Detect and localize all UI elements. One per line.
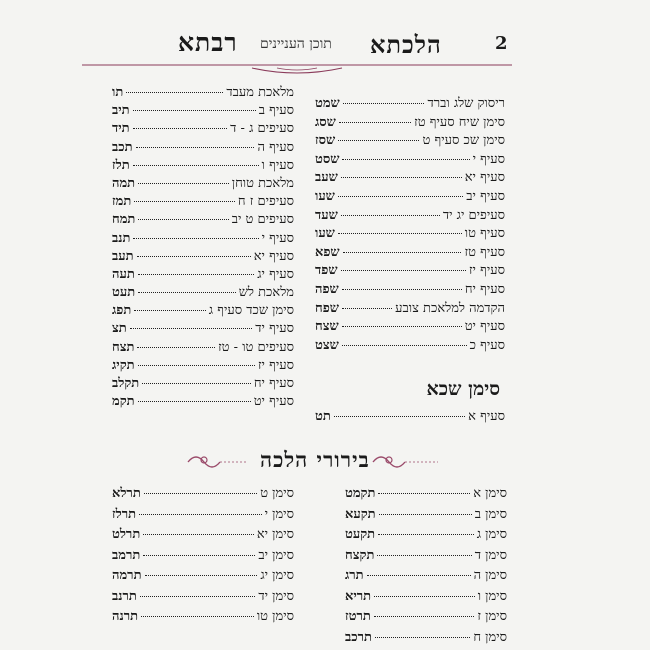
header-rule [82, 62, 512, 76]
dot-leader [133, 165, 259, 166]
dot-leader [130, 328, 253, 329]
dot-leader [133, 128, 228, 129]
dot-leader [133, 238, 258, 239]
entry-page-number: שסג [315, 114, 336, 130]
entry-page-number: תרג [345, 568, 364, 583]
dot-leader [142, 383, 251, 384]
toc-entry [112, 302, 294, 320]
entry-label: סעיף ו [261, 157, 294, 173]
entry-page-number: תקעא [345, 506, 376, 522]
entry-label: סימן י [264, 506, 294, 522]
toc-entry [315, 281, 505, 300]
entry-page-number: תקמט [345, 486, 376, 501]
entry-page-number: תמז [112, 194, 132, 210]
dot-leader [343, 103, 425, 104]
entry-label: סעיף י [472, 151, 505, 167]
toc-entry [112, 84, 294, 102]
toc-entry [112, 375, 294, 393]
entry-label: סימן ז [477, 609, 507, 624]
entry-page-number: שעב [315, 170, 338, 186]
toc-entry [345, 506, 507, 527]
toc-entry [315, 262, 505, 281]
toc-entry [315, 408, 505, 427]
entry-page-number: שמט [315, 96, 340, 111]
entry-page-number: תקלב [112, 376, 140, 391]
entry-page-number: תצ [112, 321, 127, 337]
entry-page-number: שפא [315, 244, 340, 260]
running-title-left: רבתא [178, 28, 238, 57]
entry-label: סעיף יד [255, 321, 294, 337]
dot-leader [343, 252, 462, 253]
entry-label: מלאכת מעבד [226, 85, 294, 100]
dot-leader [378, 493, 470, 494]
entry-page-number: שעד [315, 207, 338, 223]
entry-page-number: תרלא [112, 486, 141, 501]
entry-label: סעיף יט [464, 319, 505, 335]
entry-page-number: תקיג [112, 357, 135, 373]
entry-page-number: שעו [315, 226, 335, 242]
dot-leader [138, 183, 229, 184]
entry-page-number: שפח [315, 300, 339, 316]
dot-leader [377, 555, 471, 556]
dot-leader [137, 256, 251, 257]
entry-page-number: שפה [315, 281, 339, 297]
toc-right-column [315, 95, 505, 355]
dot-leader [375, 637, 470, 638]
entry-page-number: תרטז [345, 609, 371, 624]
toc-entry [112, 526, 294, 547]
entry-page-number: תפג [112, 303, 132, 319]
toc-entry [315, 114, 505, 133]
entry-label: סימן ה [473, 568, 507, 583]
entry-label: סימן א [473, 486, 507, 501]
entry-label: סימן שיח סעיף טז [414, 114, 505, 130]
entry-label: סעיפים ז ח [237, 194, 294, 210]
toc-entry [315, 244, 505, 263]
dot-leader [143, 555, 255, 556]
entry-label: סעיף י [261, 230, 294, 246]
entry-label: סעיף כ [469, 337, 505, 353]
birurei-right-column [345, 485, 507, 649]
running-title-right: הלכתא [370, 30, 442, 59]
entry-page-number: תרנב [112, 588, 137, 604]
entry-page-number: שצח [315, 319, 339, 335]
toc-entry [315, 318, 505, 337]
toc-entry [112, 230, 294, 248]
toc-entry [315, 337, 505, 356]
entry-label: סימן יא [256, 527, 294, 542]
dot-leader [138, 365, 255, 366]
dot-leader [342, 159, 469, 160]
entry-page-number: תו [112, 85, 124, 100]
dot-leader [140, 596, 256, 597]
toc-entry [112, 157, 294, 175]
entry-label: סימן ג [476, 527, 507, 542]
entry-page-number: תיד [112, 121, 130, 137]
dot-leader [144, 493, 257, 494]
entry-page-number: שעו [315, 188, 335, 204]
dot-leader [141, 616, 254, 617]
toc-entry [315, 188, 505, 207]
toc-entry [112, 547, 294, 568]
entry-page-number: תקצח [345, 547, 375, 563]
dot-leader [342, 289, 462, 290]
entry-page-number: תצח [112, 339, 135, 355]
dot-leader [379, 514, 472, 515]
toc-entry [345, 567, 507, 588]
entry-label: סעיף טז [464, 244, 505, 260]
toc-entry [112, 211, 294, 229]
toc-entry [315, 300, 505, 319]
toc-entry [315, 207, 505, 226]
entry-page-number: תעב [112, 248, 134, 264]
toc-entry [315, 151, 505, 170]
entry-label: סעיפים ג - ד [230, 121, 294, 137]
entry-label: סעיפים ט יב [231, 212, 294, 228]
entry-label: סעיף יב [466, 188, 505, 204]
entry-label: סימן ד [474, 547, 507, 563]
dot-leader [342, 326, 462, 327]
entry-page-number: שסז [315, 133, 336, 149]
entry-label: סימן ח [473, 629, 507, 645]
entry-page-number: שצט [315, 337, 339, 353]
entry-page-number: תלז [112, 157, 130, 173]
entry-label: סימן שכד סעיף ג [208, 303, 294, 319]
dot-leader [339, 122, 411, 123]
toc-entry [315, 225, 505, 244]
dot-leader [338, 140, 419, 141]
entry-label: הקדמה למלאכת צובע [395, 300, 505, 316]
toc-entry [112, 339, 294, 357]
toc-entry [112, 485, 294, 506]
birurei-halacha-title: בירורי הלכה [260, 447, 370, 472]
entry-label: סעיף ב [258, 103, 294, 119]
running-title-center: תוכן העניינים [260, 36, 332, 52]
dot-leader [133, 110, 256, 111]
entry-page-number: תרמה [112, 568, 142, 583]
entry-label: סעיף יא [464, 170, 505, 186]
toc-entry [345, 629, 507, 650]
entry-page-number: תרנה [112, 609, 139, 624]
entry-label: סימן יג [260, 568, 294, 583]
entry-page-number: תריא [345, 588, 372, 604]
toc-entry [112, 120, 294, 138]
entry-label: סעיף יט [253, 394, 294, 410]
toc-entry [112, 266, 294, 284]
toc-entry [112, 248, 294, 266]
dot-leader [136, 147, 255, 148]
dot-leader [374, 596, 475, 597]
toc-entry [112, 193, 294, 211]
toc-entry [112, 357, 294, 375]
dot-leader [145, 575, 258, 576]
entry-page-number: תקמ [112, 394, 135, 410]
entry-label: סימן שכ סעיף ט [422, 133, 505, 149]
entry-page-number: תמה [112, 175, 136, 191]
toc-entry [345, 588, 507, 609]
entry-label: ריסוק שלג וברד [427, 96, 505, 111]
entry-page-number: תרלט [112, 527, 141, 542]
toc-entry [345, 608, 507, 629]
toc-entry [315, 132, 505, 151]
dot-leader [138, 274, 255, 275]
entry-page-number: תרכב [345, 629, 372, 645]
toc-entry [112, 567, 294, 588]
entry-label: מלאכת טוחן [231, 175, 294, 191]
dot-leader [338, 196, 463, 197]
entry-label: סעיף יח [253, 376, 294, 391]
section-entries [315, 408, 505, 427]
dot-leader [367, 575, 471, 576]
entry-label: סעיף א [468, 409, 505, 424]
section-title: סימן שכא [426, 378, 500, 400]
dot-leader [338, 233, 462, 234]
entry-label: סימן ו [477, 588, 507, 604]
toc-entry [345, 526, 507, 547]
toc-entry [112, 284, 294, 302]
entry-page-number: תקעט [345, 527, 376, 542]
page-number: 2 [495, 33, 508, 54]
entry-page-number: תמח [112, 212, 136, 228]
dot-leader [126, 92, 223, 93]
toc-entry [345, 485, 507, 506]
entry-label: סימן יב [258, 547, 294, 563]
entry-label: סימן יד [258, 588, 294, 604]
entry-label: סעיף יא [253, 248, 294, 264]
toc-entry [112, 506, 294, 527]
dot-leader [342, 345, 467, 346]
entry-page-number: תרמב [112, 547, 141, 563]
toc-entry [345, 547, 507, 568]
dot-leader [342, 308, 392, 309]
entry-page-number: שסט [315, 151, 340, 167]
dot-leader [139, 514, 262, 515]
entry-page-number: תעה [112, 266, 135, 282]
toc-left-column [112, 84, 294, 411]
toc-entry [112, 139, 294, 157]
birurei-left-column [112, 485, 294, 629]
dot-leader [334, 416, 465, 417]
entry-page-number: תנב [112, 230, 131, 246]
entry-page-number: תעט [112, 285, 136, 301]
entry-page-number: שפד [315, 263, 338, 279]
entry-label: סעיף יח [464, 281, 505, 297]
entry-label: סעיף יז [468, 263, 505, 279]
entry-label: סעיפים יג יד [442, 207, 505, 223]
toc-entry [112, 102, 294, 120]
dot-leader [138, 401, 251, 402]
toc-entry [315, 95, 505, 114]
toc-entry [112, 588, 294, 609]
dot-leader [137, 347, 215, 348]
toc-entry [112, 393, 294, 411]
entry-page-number: תיב [112, 103, 130, 119]
entry-page-number: תט [315, 409, 331, 424]
entry-label: סעיף טו [464, 226, 505, 242]
entry-label: סעיף יז [257, 357, 294, 373]
toc-entry [112, 320, 294, 338]
dot-leader [134, 310, 205, 311]
toc-entry [315, 169, 505, 188]
entry-label: סימן ט [260, 486, 294, 501]
entry-label: מלאכת לש [238, 285, 294, 301]
entry-label: סעיפים טו - טז [218, 339, 294, 355]
dot-leader [138, 292, 236, 293]
dot-leader [341, 270, 466, 271]
dot-leader [341, 177, 462, 178]
dot-leader [378, 534, 474, 535]
entry-label: סימן ב [474, 506, 507, 522]
entry-label: סימן טו [256, 609, 294, 624]
dot-leader [138, 219, 228, 220]
entry-label: סעיף יג [257, 266, 294, 282]
entry-page-number: תרלז [112, 506, 137, 522]
dot-leader [134, 201, 235, 202]
toc-entry [112, 175, 294, 193]
entry-page-number: תכב [112, 139, 133, 155]
toc-entry [112, 608, 294, 629]
dot-leader [341, 215, 440, 216]
entry-label: סעיף ה [257, 139, 294, 155]
dot-leader [143, 534, 254, 535]
dot-leader [374, 616, 475, 617]
